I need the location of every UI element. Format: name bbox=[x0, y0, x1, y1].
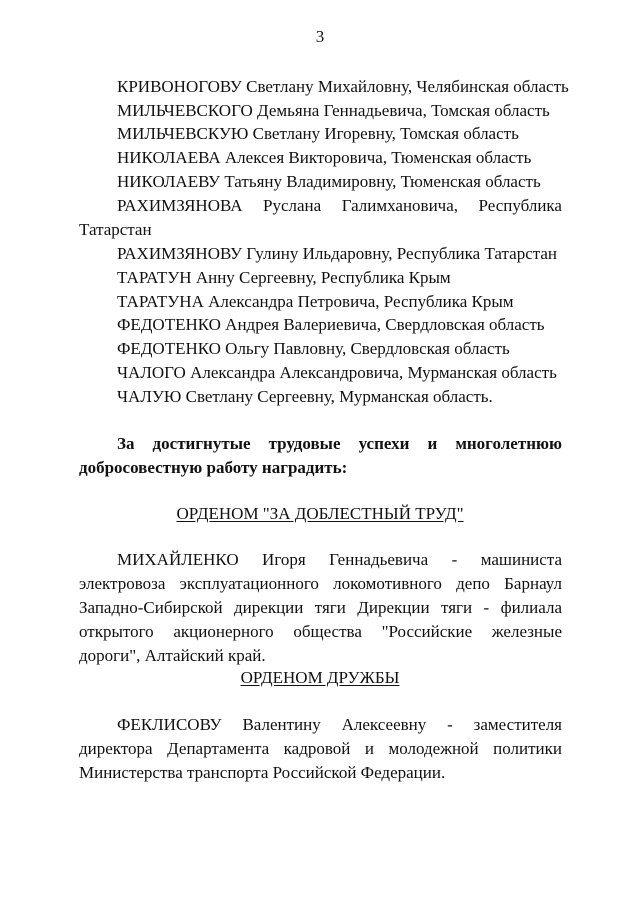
list-item: НИКОЛАЕВА Алексея Викторовича, Тюменская область bbox=[117, 148, 532, 167]
list-item: ФЕДОТЕНКО Ольгу Павловну, Свердловская область bbox=[117, 339, 510, 358]
list-item: МИЛЬЧЕВСКУЮ Светлану Игоревну, Томская область bbox=[117, 124, 519, 143]
list-item: МИЛЬЧЕВСКОГО Демьяна Геннадьевича, Томская область bbox=[117, 101, 550, 120]
award-intro-continuation: добросовестную работу наградить: bbox=[79, 458, 348, 477]
order-heading-text: ОРДЕНОМ "ЗА ДОБЛЕСТНЫЙ ТРУД" bbox=[176, 504, 464, 523]
list-word: Руслана bbox=[263, 196, 322, 215]
list-item: ТАРАТУНА Александра Петровича, Республика Крым bbox=[117, 292, 514, 311]
list-word: Республика bbox=[478, 196, 562, 215]
award-intro-word: успехи bbox=[358, 434, 410, 453]
list-item: ФЕДОТЕНКО Андрея Валериевича, Свердловская область bbox=[117, 315, 545, 334]
order-heading-text: ОРДЕНОМ ДРУЖБЫ bbox=[240, 668, 400, 687]
list-item-justified bbox=[117, 196, 562, 216]
award-intro-word: достигнутые bbox=[152, 434, 251, 453]
award-intro bbox=[117, 434, 562, 454]
list-word: РАХИМЗЯНОВА bbox=[117, 196, 243, 215]
list-item: НИКОЛАЕВУ Татьяну Владимировну, Тюменская область bbox=[117, 172, 541, 191]
award-paragraph: ФЕКЛИСОВУ Валентину Алексеевну - заместителя директора Департамента кадровой и молодежной политики Министерства транспорта Российской Федерации. bbox=[79, 715, 562, 782]
list-item: КРИВОНОГОВУ Светлану Михайловну, Челябинская область bbox=[117, 77, 569, 96]
award-intro-word: трудовые bbox=[268, 434, 341, 453]
award-intro-word: За bbox=[117, 434, 135, 453]
page-number: 3 bbox=[315, 27, 325, 46]
list-item: ТАРАТУН Анну Сергеевну, Республика Крым bbox=[117, 268, 451, 287]
order-heading bbox=[0, 504, 640, 524]
award-intro-word: и bbox=[427, 434, 438, 453]
list-item: ЧАЛОГО Александра Александровича, Мурманская область bbox=[117, 363, 557, 382]
order-heading bbox=[0, 668, 640, 688]
list-item-continuation: Татарстан bbox=[79, 220, 152, 239]
list-item: ЧАЛУЮ Светлану Сергеевну, Мурманская область. bbox=[117, 387, 493, 406]
list-word: Галимхановича, bbox=[341, 196, 459, 215]
award-intro-word: многолетнюю bbox=[455, 434, 562, 453]
award-paragraph: МИХАЙЛЕНКО Игоря Геннадьевича - машиниста электровоза эксплуатационного локомотивного депо Барнаул Западно-Сибирской дирекции тяги Дирекции тяги - филиала открытого акционерного общества "Российские железные дороги", Алтайский край. bbox=[79, 550, 562, 665]
list-item: РАХИМЗЯНОВУ Гулину Ильдаровну, Республика Татарстан bbox=[117, 244, 558, 263]
